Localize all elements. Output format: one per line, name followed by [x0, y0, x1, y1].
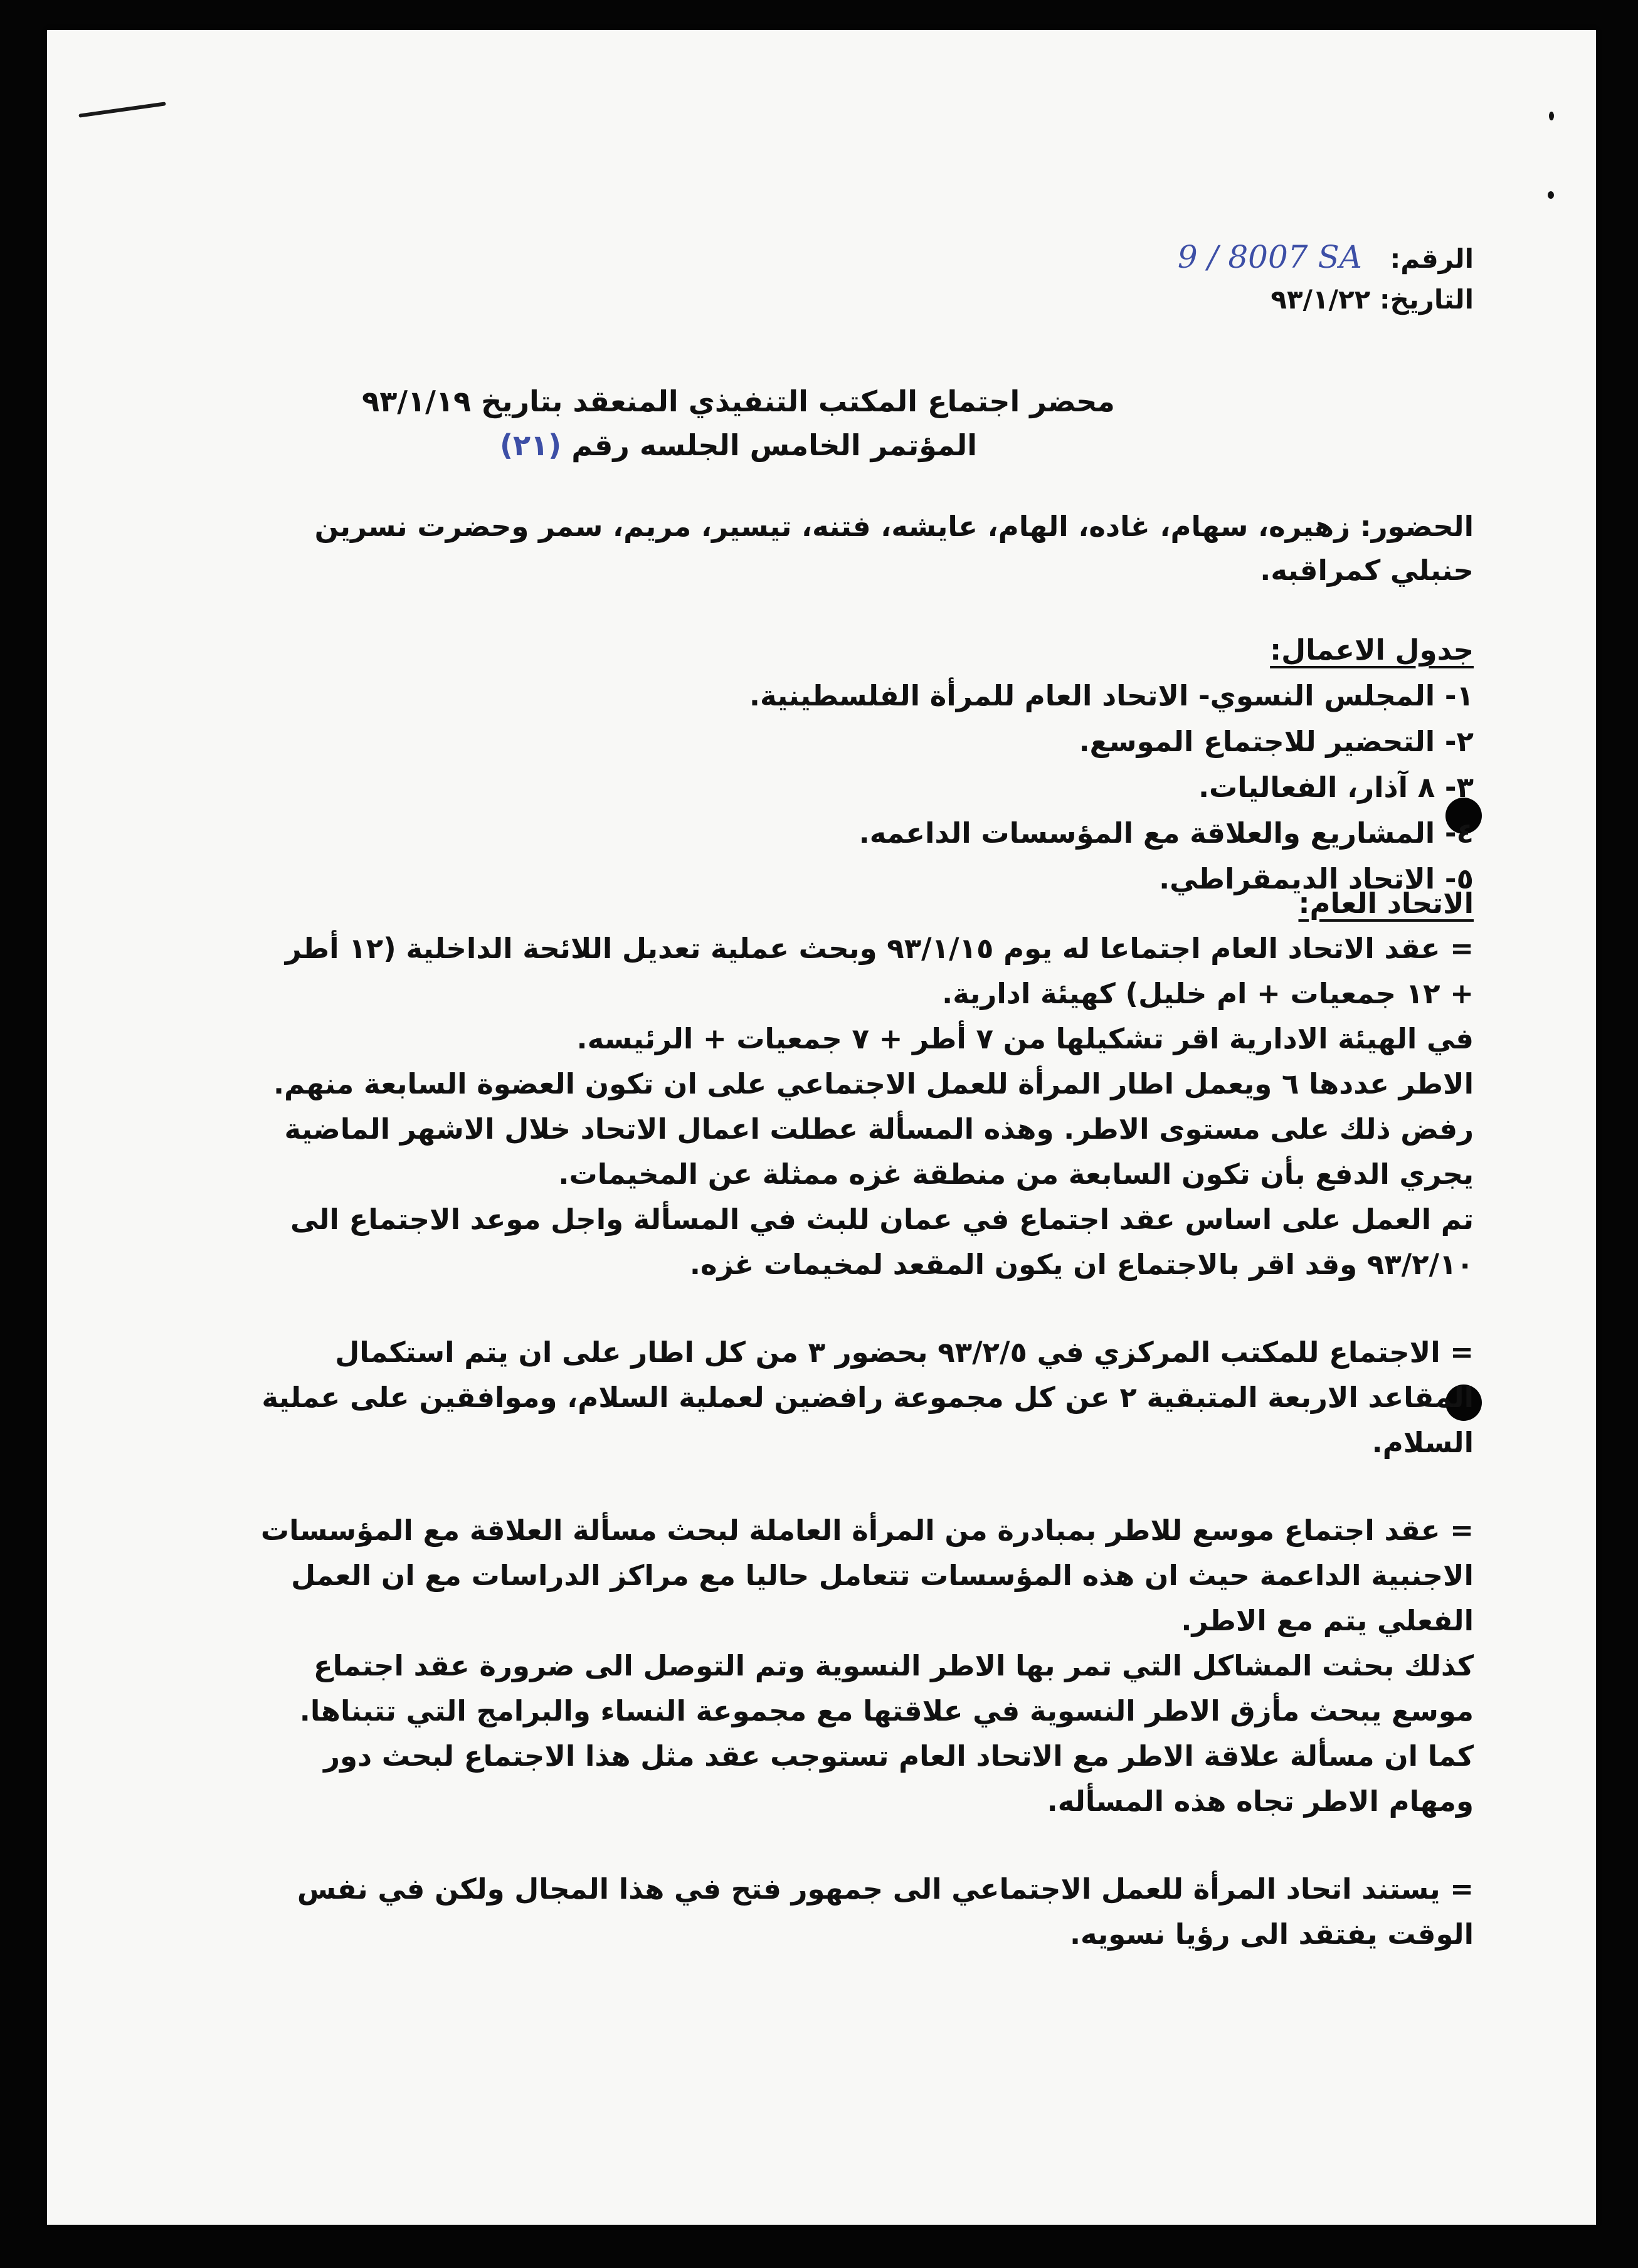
agenda-section: [254, 627, 1474, 902]
agenda-item: ٤- المشاريع والعلاقة مع المؤسسات الداعمه.: [859, 816, 1474, 850]
agenda-item: ٣- ٨ آذار، الفعاليات.: [1198, 771, 1474, 804]
title-session-text: المؤتمر الخامس الجلسه رقم: [571, 428, 978, 462]
title-line-1: محضر اجتماع المكتب التنفيذي المنعقد بتاريخ ٩٣/١/١٩: [362, 384, 1115, 418]
attendance: الحضور: زهيره، سهام، غاده، الهام، عايشه، فتنه، تيسير، مريم، سمر وحضرت نسرين حنبلي كمراقبه.: [314, 510, 1474, 587]
session-number: (٢١): [499, 428, 562, 462]
agenda-item: ٢- التحضير للاجتماع الموسع.: [1079, 725, 1474, 758]
reference-number-value: 9 / 8007 SA: [1177, 239, 1362, 275]
paragraph: = يستند اتحاد المرأة للعمل الاجتماعي الى جمهور فتح في هذا المجال ولكن في نفس الوقت يفتقد الى رؤيا نسويه.: [297, 1872, 1474, 1951]
paragraph: = الاجتماع للمكتب المركزي في ٩٣/٢/٥ بحضور ٣ من كل اطار على ان يتم استكمال المقاعد الاربعة المتبقية ٢ عن كل مجموعة رافضين لعملية السلام، وموافقين على عملية السلام.: [262, 1336, 1474, 1459]
ink-speck: [1548, 191, 1554, 199]
reference-number-label: الرقم:: [1390, 243, 1474, 274]
agenda-item: ١- المجلس النسوي- الاتحاد العام للمرأة الفلسطينية.: [749, 679, 1474, 712]
title-line-2: [254, 423, 1223, 467]
paragraph: الاطر عددها ٦ ويعمل اطار المرأة للعمل الاجتماعي على ان تكون العضوة السابعة منهم. رفض ذلك على مستوى الاطر. وهذه المسألة عطلت اعمال الاتحاد خلال الاشهر الماضية يجري الدفع بأن تكون السابعة من منطقة غزه ممثلة عن المخيمات.: [273, 1067, 1474, 1191]
document-title: [254, 379, 1223, 467]
date-label: التاريخ:: [1379, 284, 1474, 315]
paragraph: في الهيئة الادارية اقر تشكيلها من ٧ أطر + ٧ جمعيات + الرئيسه.: [576, 1022, 1474, 1055]
date-line: [254, 279, 1474, 320]
agenda-item: ٥- الاتحاد الديمقراطي.: [1159, 862, 1474, 895]
reference-block: [254, 237, 1474, 320]
reference-number-line: [254, 237, 1474, 279]
paragraph: = عقد الاتحاد العام اجتماعا له يوم ٩٣/١/١٥ وبحث عملية تعديل اللائحة الداخلية (١٢ أطر + ١٢ جمعيات + ام خليل) كهيئة ادارية.: [285, 932, 1474, 1010]
date-value: ٩٣/١/٢٢: [1271, 284, 1371, 315]
ink-speck: [1549, 112, 1554, 120]
paragraph: = عقد اجتماع موسع للاطر بمبادرة من المرأة العاملة لبحث مسألة العلاقة مع المؤسسات الاجنبية الداعمة حيث ان هذه المؤسسات تتعامل حاليا مع مراكز الدراسات مع ان العمل الفعلي يتم مع الاطر.: [260, 1514, 1474, 1637]
paragraph: كذلك بحثت المشاكل التي تمر بها الاطر النسوية وتم التوصل الى ضرورة عقد اجتماع موسع يبحث مأزق الاطر النسوية في علاقتها مع مجموعة النساء والبرامج التي تتبناها. كما ان مسألة علاقة الاطر مع الاتحاد العام تستوجب عقد مثل هذا الاجتماع لبحث دور ومهام الاطر تجاه هذه المسأله.: [299, 1649, 1474, 1818]
agenda-heading: جدول الاعمال:: [1270, 633, 1474, 667]
general-union-section: [254, 881, 1474, 1957]
union-heading: الاتحاد العام:: [1298, 887, 1474, 920]
agenda-list: [254, 673, 1474, 902]
paragraph: تم العمل على اساس عقد اجتماع في عمان للبث في المسألة واجل موعد الاجتماع الى ٩٣/٢/١٠ وقد اقر بالاجتماع ان يكون المقعد لمخيمات غزه.: [290, 1203, 1474, 1281]
